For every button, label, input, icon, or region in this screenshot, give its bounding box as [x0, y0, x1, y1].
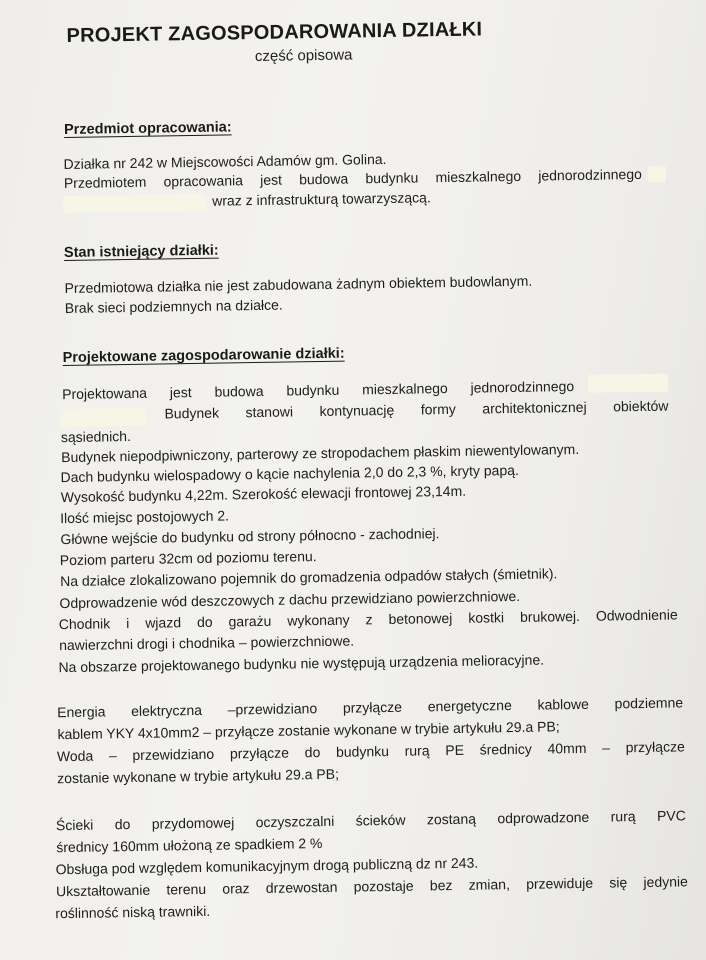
word: kostki: [468, 609, 505, 626]
word: brukowej.: [519, 607, 581, 625]
word: oczyszczalni: [255, 812, 335, 831]
word: Odwodnienie: [595, 606, 678, 624]
word: kontynuację: [319, 401, 395, 420]
word: jedynie: [643, 873, 688, 891]
word: przyłącze: [625, 738, 685, 756]
word: Przedmiotem: [63, 173, 147, 192]
word: kablowe: [537, 695, 590, 713]
word: budynku: [365, 169, 419, 187]
word: pozostaje: [353, 877, 414, 895]
text-line: Przedmiotowa działka nie jest zabudowana żadnym obiektem budowlanym.: [64, 272, 533, 297]
word: PVC: [656, 807, 686, 824]
word: Ścieki: [55, 816, 94, 834]
word: Projektowana: [62, 384, 148, 403]
section-heading-subject: Przedmiot opracowania:: [63, 119, 232, 139]
text-line-justified: [62, 378, 574, 402]
page-subtitle: część opisowa: [254, 46, 353, 66]
word: Ukształtowanie: [55, 881, 151, 900]
word: formy: [420, 400, 456, 418]
word: jest: [259, 171, 283, 188]
text-line: wraz z infrastrukturą towarzyszącą.: [212, 189, 431, 209]
word: przyłącze: [229, 744, 290, 762]
word: odprowadzone: [497, 808, 590, 827]
word: do: [196, 613, 213, 630]
text-line: Dach budynku wielospadowy o kącie nachylenia 2,0 do 2,3 %, kryty papą.: [60, 461, 519, 486]
word: zmian,: [468, 876, 511, 893]
word: architektonicznej: [482, 398, 587, 417]
section-heading-planned-development: Projektowane zagospodarowanie działki:: [62, 345, 345, 367]
text-line: Budynek niepodpiwniczony, parterowy ze stropodachem płaskim niewentylowanym.: [61, 440, 580, 466]
word: przewiduje: [526, 874, 594, 892]
text-line: kablem YKY 4x10mm2 – przyłącze zostanie wykonane w trybie artykułu 29.a PB;: [57, 718, 560, 743]
word: PE: [445, 741, 465, 759]
text-line-justified: [56, 807, 686, 833]
word: i: [126, 615, 130, 632]
word: Energia: [57, 703, 106, 721]
word: energetyczne: [427, 697, 512, 715]
word: elektryczna: [131, 701, 203, 720]
text-line: Na obszarze projektowanego budynku nie występują urządzenia melioracyjne.: [58, 651, 545, 676]
word: budynku: [335, 742, 390, 760]
word: terenu: [166, 880, 207, 898]
text-line: Wysokość budynku 4,22m. Szerokość elewacji frontowej 23,14m.: [60, 482, 467, 506]
word: ścieków: [355, 811, 406, 829]
text-line-justified: [57, 738, 685, 764]
redaction-mark: [60, 408, 146, 427]
word: zostaną: [426, 810, 477, 828]
word: przydomowej: [151, 814, 235, 832]
text-line-justified: [56, 873, 688, 899]
word: –: [602, 739, 611, 756]
redaction-mark: [648, 166, 666, 183]
word: opracowania: [163, 172, 244, 190]
text-line: sąsiednich.: [60, 427, 132, 446]
word: mieszkalnego: [362, 380, 448, 398]
text-line-justified: [59, 606, 678, 632]
word: do: [114, 816, 131, 833]
text-line: roślinność niską trawniki.: [55, 902, 211, 922]
word: Budynek: [164, 404, 220, 422]
word: –przewidziano: [227, 700, 318, 718]
word: bez: [429, 877, 453, 894]
word: Chodnik: [58, 615, 111, 633]
redaction-mark: [63, 194, 205, 213]
word: do: [304, 744, 321, 761]
redaction-mark: [588, 374, 668, 393]
word: przewidziano: [132, 745, 215, 764]
word: średnicy: [479, 740, 532, 758]
word: mieszkalnego: [435, 167, 522, 186]
text-line: Ilość miejsc postojowych 2.: [60, 507, 230, 527]
word: wykonany: [287, 611, 350, 629]
word: rurą: [404, 742, 430, 759]
word: oraz: [222, 880, 250, 897]
word: się: [609, 874, 628, 891]
word: jest: [169, 384, 192, 401]
word: rurą: [610, 808, 636, 825]
word: jednorodzinnego: [538, 165, 642, 184]
page-title: PROJEKT ZAGOSPODAROWANIA DZIAŁKI: [66, 18, 483, 47]
word: wjazd: [145, 614, 182, 631]
text-line-justified: [164, 398, 668, 422]
word: jednorodzinnego: [470, 378, 575, 396]
word: drzewostan: [265, 878, 338, 896]
text-line: Odprowadzenie wód deszczowych z dachu przewidziano powierzchniowe.: [59, 587, 521, 612]
word: budynku: [286, 381, 340, 399]
word: budowa: [298, 170, 349, 188]
word: podziemne: [614, 694, 684, 712]
word: –: [108, 747, 117, 764]
word: przyłącze: [342, 698, 403, 716]
word: 40mm: [547, 739, 587, 757]
text-line: średnicy 160mm ułożoną ze spadkiem 2 %: [56, 835, 323, 856]
text-line: Poziom parteru 32cm od poziomu terenu.: [59, 548, 317, 569]
text-line: zostanie wykonane w trybie artykułu 29.a PB;: [57, 765, 340, 787]
word: betonowej: [388, 609, 453, 627]
section-heading-existing-state: Stan istniejący działki:: [63, 242, 219, 262]
text-line: Brak sieci podziemnych na działce.: [64, 296, 283, 317]
word: stanowi: [245, 403, 294, 421]
text-line: Na działce zlokalizowano pojemnik do gromadzenia odpadów stałych (śmietnik).: [60, 565, 558, 590]
text-line: nawierzchni drogi i chodnika – powierzchniowe.: [59, 632, 355, 654]
text-line: Działka nr 242 w Miejscowości Adamów gm. Golina.: [63, 150, 387, 173]
word: Woda: [56, 747, 94, 765]
text-line: Główne wejście do budynku od strony północno - zachodniej.: [60, 525, 440, 548]
text-line-justified: [57, 694, 683, 720]
word: budowa: [214, 382, 264, 400]
text-line: Obsługa pod względem komunikacyjnym drogą publiczną dz nr 243.: [55, 854, 479, 878]
word: obiektów: [613, 397, 669, 415]
word: garażu: [228, 612, 272, 630]
word: z: [365, 611, 373, 628]
